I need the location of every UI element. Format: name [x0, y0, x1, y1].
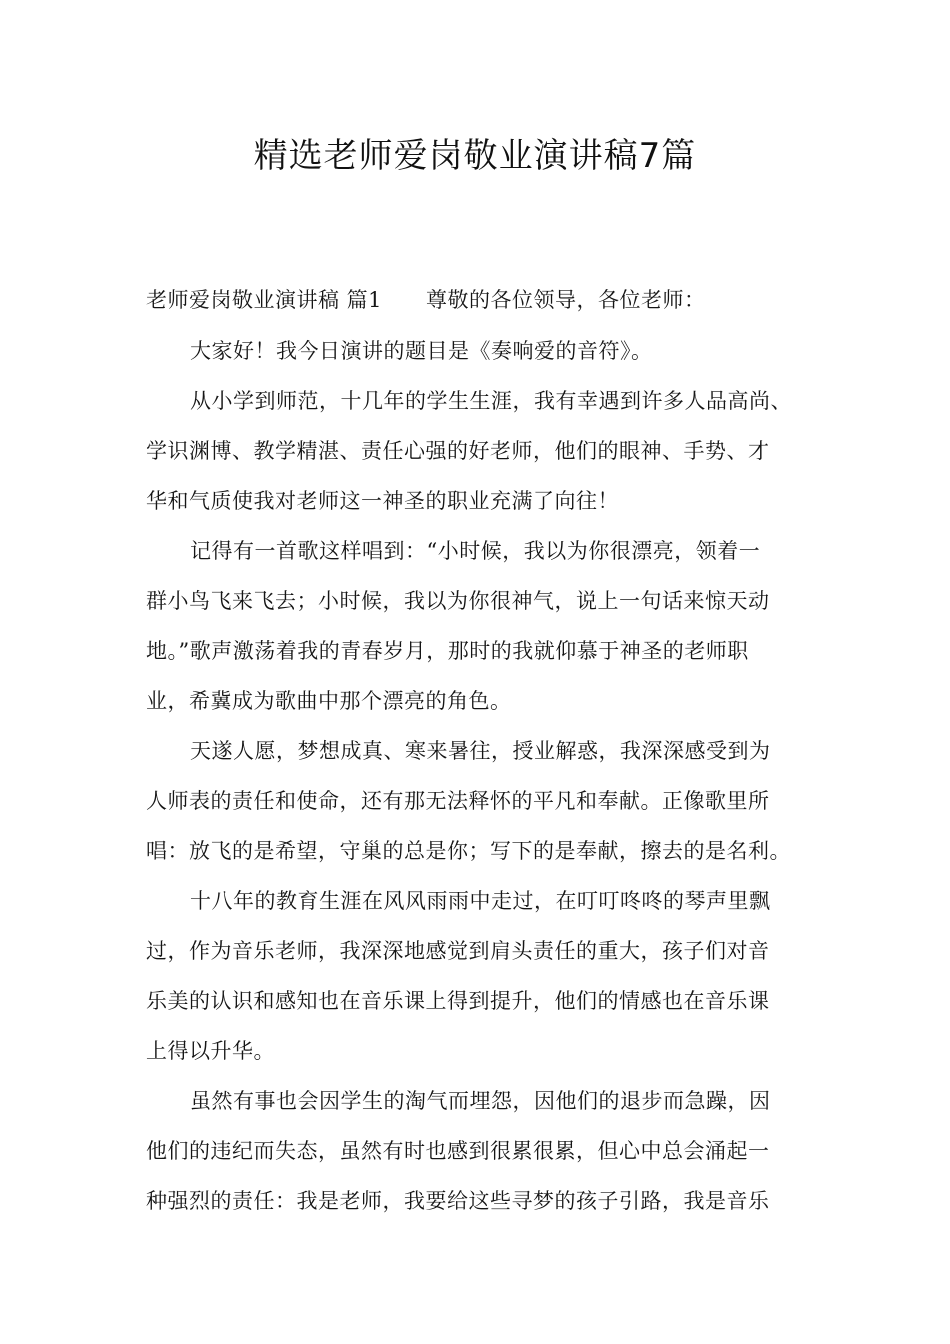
section-heading: 老师爱岗敬业演讲稿 篇1 [146, 288, 383, 312]
paragraph-line: 上得以升华。 [146, 1039, 275, 1063]
section-heading-line [146, 288, 706, 312]
paragraph-line: 大家好！我今日演讲的题目是《奏响爱的音符》。 [190, 339, 653, 363]
salutation: 尊敬的各位领导，各位老师： [426, 288, 706, 312]
paragraph-line: 群小鸟飞来飞去；小时候，我以为你很神气，说上一句话来惊天动 [146, 589, 770, 613]
paragraph-line: 华和气质使我对老师这一神圣的职业充满了向往！ [146, 489, 619, 513]
paragraph-line: 天遂人愿，梦想成真、寒来暑往，授业解惑，我深深感受到为 [190, 739, 771, 763]
document-title: 精选老师爱岗敬业演讲稿7篇 [253, 136, 697, 176]
paragraph-line: 他们的违纪而失态，虽然有时也感到很累很累，但心中总会涌起一 [146, 1139, 770, 1163]
paragraph-line: 虽然有事也会因学生的淘气而埋怨，因他们的退步而急躁，因 [190, 1089, 771, 1113]
paragraph-line: 从小学到师范，十几年的学生生涯，我有幸遇到许多人品高尚、 [190, 389, 792, 413]
paragraph-line: 业，希冀成为歌曲中那个漂亮的角色。 [146, 689, 512, 713]
paragraph-line: 种强烈的责任：我是老师，我要给这些寻梦的孩子引路，我是音乐 [146, 1189, 770, 1213]
paragraph-line: 十八年的教育生涯在风风雨雨中走过，在叮叮咚咚的琴声里飘 [190, 889, 771, 913]
paragraph-line: 学识渊博、教学精湛、责任心强的好老师，他们的眼神、手势、才 [146, 439, 770, 463]
paragraph-line: 记得有一首歌这样唱到：“小时候，我以为你很漂亮，领着一 [190, 539, 761, 563]
paragraph-line: 人师表的责任和使命，还有那无法释怀的平凡和奉献。正像歌里所 [146, 789, 770, 813]
paragraph-line: 唱：放飞的是希望，守巢的总是你；写下的是奉献，擦去的是名利。 [146, 839, 791, 863]
paragraph-line: 地。”歌声激荡着我的青春岁月，那时的我就仰慕于神圣的老师职 [146, 639, 749, 663]
paragraph-line: 过，作为音乐老师，我深深地感觉到肩头责任的重大，孩子们对音 [146, 939, 770, 963]
paragraph-line: 乐美的认识和感知也在音乐课上得到提升，他们的情感也在音乐课 [146, 989, 770, 1013]
